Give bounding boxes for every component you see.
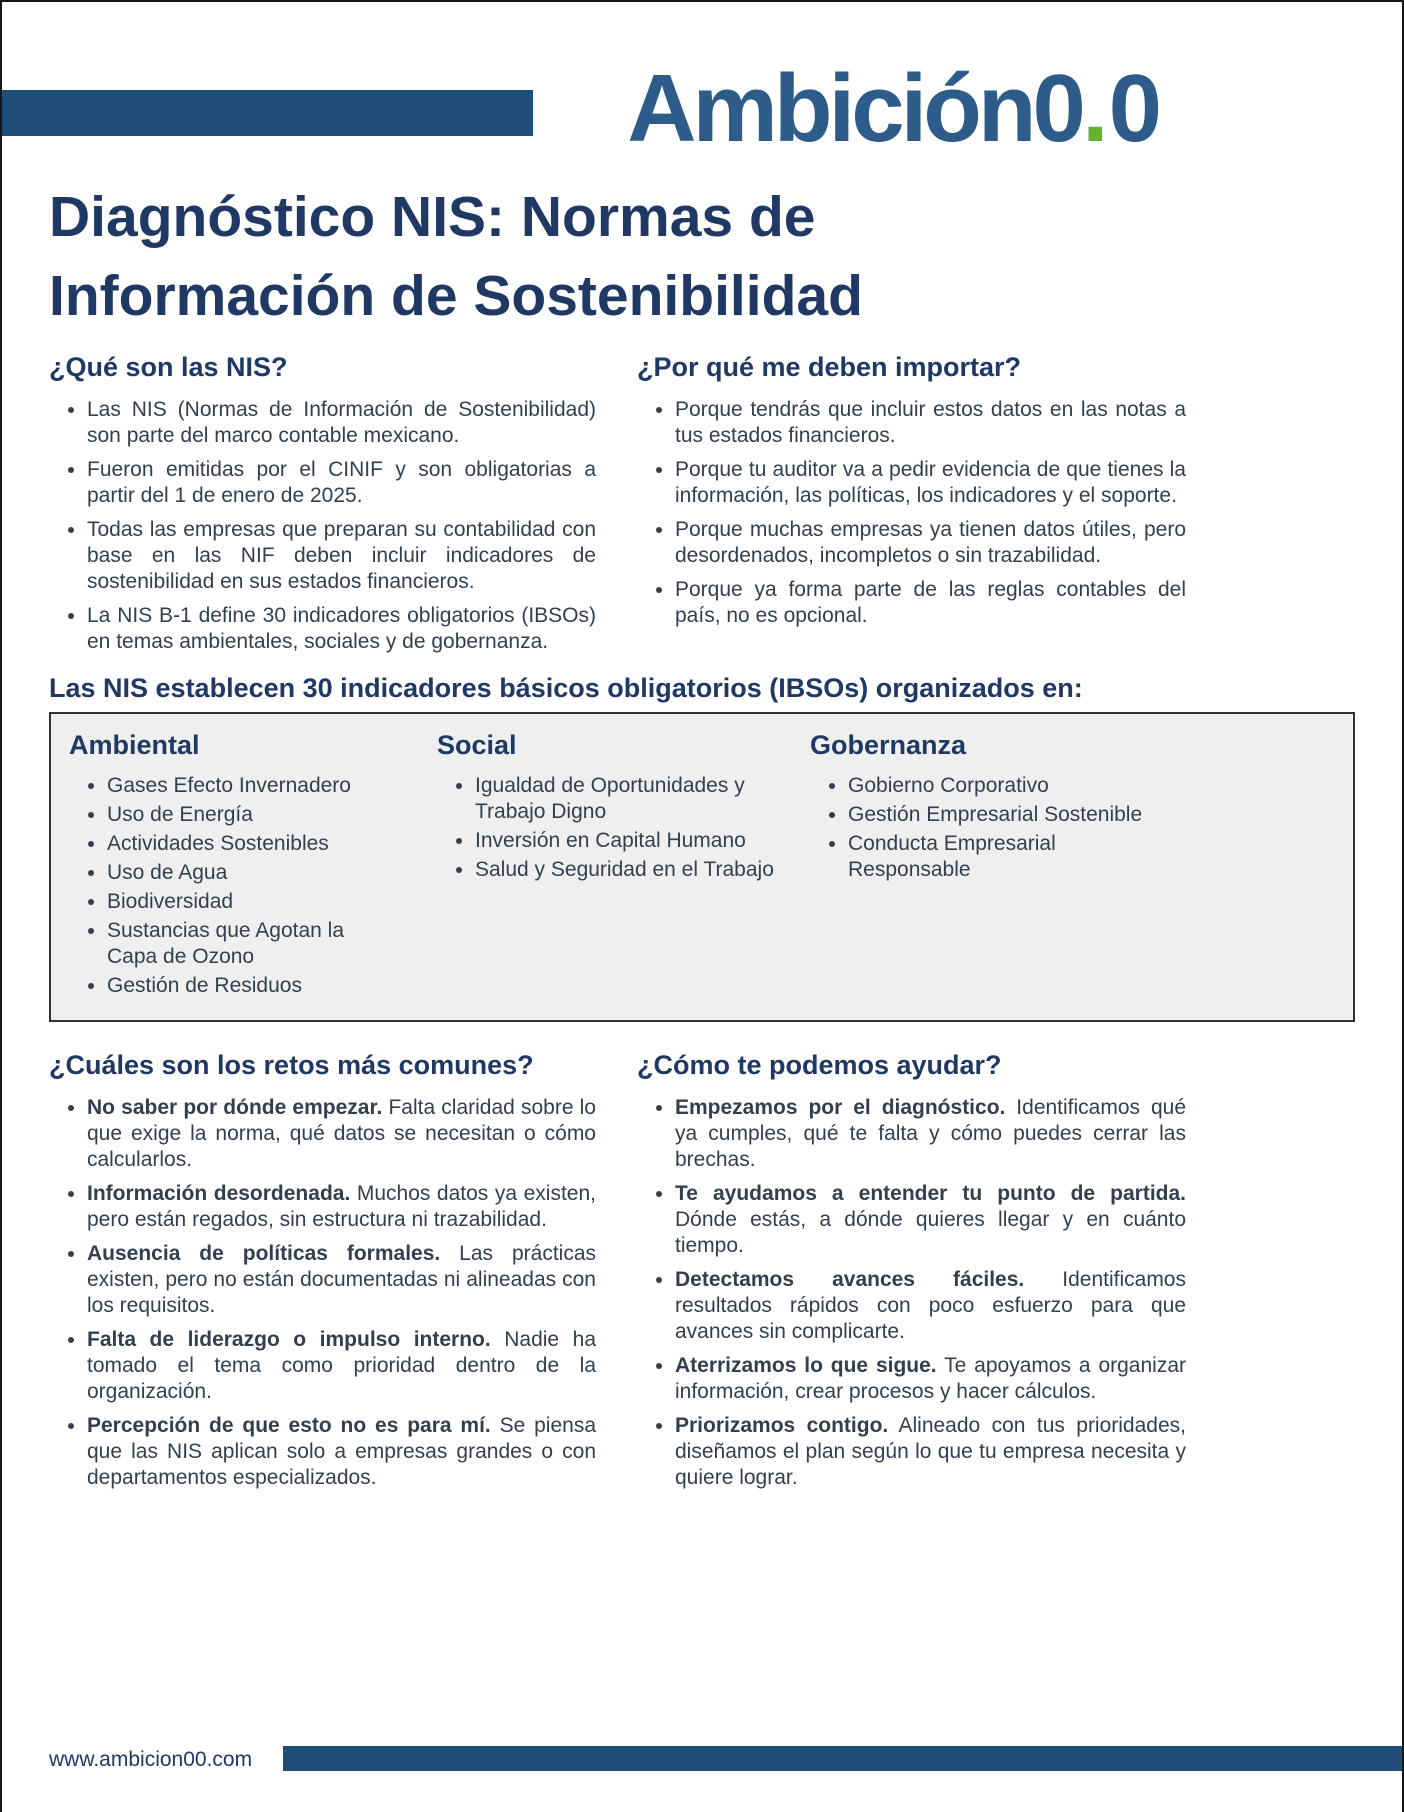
box-column-gobernanza — [810, 730, 1175, 1002]
challenges-list — [49, 1095, 596, 1491]
footer-accent-bar — [283, 1746, 1402, 1771]
social-list — [437, 773, 780, 883]
list-item: • Conducta Empresarial Responsable — [848, 831, 1175, 883]
section-challenges — [49, 1050, 596, 1499]
list-item — [675, 1095, 1186, 1173]
bullet-lead: Percepción de que esto no es para mí. — [87, 1414, 491, 1437]
section-how-we-help — [637, 1050, 1186, 1499]
bullet-lead: Falta de liderazgo o impulso interno. — [87, 1328, 491, 1351]
section-heading: ¿Qué son las NIS? — [49, 352, 288, 382]
indicators-box — [49, 712, 1355, 1022]
footer-url: www.ambicion00.com — [49, 1748, 253, 1771]
logo-text: Ambición0 — [627, 55, 1082, 162]
gobernanza-list — [810, 773, 1175, 883]
column-title: Gobernanza — [810, 730, 967, 760]
list-item: • Biodiversidad — [107, 889, 382, 915]
indicators-heading: Las NIS establecen 30 indicadores básicos obligatorios (IBSOs) organizados en: — [49, 673, 1083, 703]
bullet-lead: No saber por dónde empezar. — [87, 1096, 383, 1119]
box-column-ambiental — [69, 730, 437, 1002]
header-accent-bar — [2, 90, 533, 136]
logo-green-dot: . — [1081, 55, 1109, 162]
bullet-text: Se piensa que las NIS aplican solo a empresas grandes o con departamentos especializados. — [87, 1414, 596, 1489]
section-what-are-nis — [49, 352, 596, 663]
list-item: • Porque tendrás que incluir estos datos en las notas a tus estados financieros. — [675, 397, 1186, 449]
bullet-lead: Ausencia de políticas formales. — [87, 1242, 441, 1265]
list-item: • Actividades Sostenibles — [107, 831, 382, 857]
list-item: • Todas las empresas que preparan su contabilidad con base en las NIF deben incluir indicadores de sostenibilidad en sus estados financieros. — [87, 517, 596, 595]
list-item — [675, 1181, 1186, 1259]
box-column-social — [437, 730, 810, 1002]
list-item: • Inversión en Capital Humano — [475, 828, 780, 854]
title-line-1: Diagnóstico NIS: Normas de — [49, 185, 816, 249]
list-item — [87, 1181, 596, 1233]
why-list — [637, 397, 1186, 629]
bullet-text: Las prácticas existen, pero no están documentadas ni alineadas con los requisitos. — [87, 1242, 597, 1317]
list-item: • Porque tu auditor va a pedir evidencia de que tienes la información, las políticas, los indicadores y el soporte. — [675, 457, 1186, 509]
bullet-lead: Te ayudamos a entender tu punto de partida. — [675, 1182, 1186, 1205]
list-item — [675, 1267, 1186, 1345]
list-item: • Fueron emitidas por el CINIF y son obligatorias a partir del 1 de enero de 2025. — [87, 457, 596, 509]
list-item: • Salud y Seguridad en el Trabajo — [475, 857, 780, 883]
logo-text-2: 0 — [1108, 55, 1158, 162]
list-item: • Uso de Agua — [107, 860, 382, 886]
what-list — [49, 397, 596, 655]
list-item — [87, 1327, 596, 1405]
list-item: • Porque muchas empresas ya tienen datos útiles, pero desordenados, incompletos o sin trazabilidad. — [675, 517, 1186, 569]
section-heading: ¿Por qué me deben importar? — [637, 352, 1022, 382]
column-title: Social — [437, 730, 517, 760]
section-heading: ¿Cuáles son los retos más comunes? — [49, 1050, 534, 1080]
list-item — [87, 1095, 596, 1173]
list-item — [675, 1413, 1186, 1491]
column-title: Ambiental — [69, 730, 200, 760]
title-line-2: Información de Sostenibilidad — [49, 264, 863, 328]
ambiental-list — [69, 773, 382, 999]
list-item: • Sustancias que Agotan la Capa de Ozono — [107, 918, 382, 970]
bullet-lead: Aterrizamos lo que sigue. — [675, 1354, 937, 1377]
logo — [627, 56, 1158, 162]
bullet-lead: Priorizamos contigo. — [675, 1414, 889, 1437]
bullet-lead: Empezamos por el diagnóstico. — [675, 1096, 1006, 1119]
list-item: • Gobierno Corporativo — [848, 773, 1175, 799]
bullet-text: Identificamos qué ya cumples, qué te falta y cómo puedes cerrar las brechas. — [675, 1096, 1187, 1171]
bullet-text: Nadie ha tomado el tema como prioridad dentro de la organización. — [87, 1328, 596, 1403]
list-item — [87, 1413, 596, 1491]
list-item — [675, 1353, 1186, 1405]
bullet-text: Alineado con tus prioridades, diseñamos el plan según lo que tu empresa necesita y quiere lograr. — [675, 1414, 1186, 1489]
list-item: • Uso de Energía — [107, 802, 382, 828]
section-why-care — [637, 352, 1186, 663]
bullet-lead: Detectamos avances fáciles. — [675, 1268, 1025, 1291]
bullet-text: Falta claridad sobre lo que exige la norma, qué datos se necesitan o cómo calcularlos. — [87, 1096, 596, 1171]
help-list — [637, 1095, 1186, 1491]
bottom-columns — [49, 1050, 1355, 1499]
section-heading: ¿Cómo te podemos ayudar? — [637, 1050, 1002, 1080]
intro-columns — [49, 352, 1355, 663]
bullet-text: Identificamos resultados rápidos con poco esfuerzo para que avances sin complicarte. — [675, 1268, 1186, 1343]
bullet-text: Dónde estás, a dónde quieres llegar y en cuánto tiempo. — [675, 1208, 1186, 1257]
list-item: • Igualdad de Oportunidades y Trabajo Digno — [475, 773, 780, 825]
bullet-text: Muchos datos ya existen, pero están regados, sin estructura ni trazabilidad. — [87, 1182, 596, 1231]
bullet-text: Te apoyamos a organizar información, crear procesos y hacer cálculos. — [675, 1354, 1186, 1403]
list-item: • Gestión Empresarial Sostenible — [848, 802, 1175, 828]
list-item: • La NIS B-1 define 30 indicadores obligatorios (IBSOs) en temas ambientales, sociales y de gobernanza. — [87, 603, 596, 655]
list-item: • Las NIS (Normas de Información de Sostenibilidad) son parte del marco contable mexicano. — [87, 397, 596, 449]
list-item: • Gestión de Residuos — [107, 973, 382, 999]
bullet-lead: Información desordenada. — [87, 1182, 351, 1205]
page-title — [49, 178, 1355, 336]
list-item — [87, 1241, 596, 1319]
list-item: • Porque ya forma parte de las reglas contables del país, no es opcional. — [675, 577, 1186, 629]
list-item: • Gases Efecto Invernadero — [107, 773, 382, 799]
